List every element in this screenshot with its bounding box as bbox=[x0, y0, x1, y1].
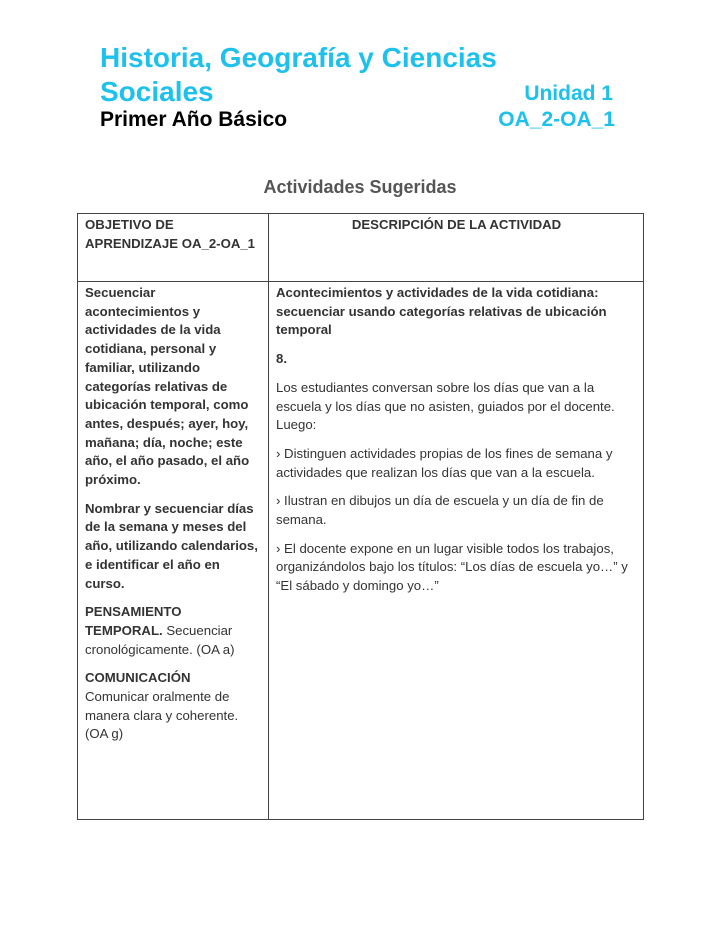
activity-step: › Ilustran en dibujos un día de escuela y un día de fin de semana. bbox=[276, 493, 604, 528]
table-row bbox=[78, 282, 644, 820]
col2-header: DESCRIPCIÓN DE LA ACTIVIDAD bbox=[269, 214, 644, 282]
skill1-text: Secuenciar cronológicamente. (OA a) bbox=[85, 622, 235, 657]
skill2-title: COMUNICACIÓN bbox=[85, 670, 191, 686]
skill1-title: PENSAMIENTO TEMPORAL. bbox=[85, 604, 182, 638]
subject-title-line2: Sociales bbox=[100, 76, 214, 107]
oa-code: OA_2-OA_1 bbox=[498, 108, 615, 131]
objective-oa2: Nombrar y secuenciar días de la semana y meses del año, utilizando calendarios, e identificar el año en curso. bbox=[85, 500, 258, 591]
activity-intro: Los estudiantes conversan sobre los días que van a la escuela y los días que no asisten, guiados por el docente. Luego: bbox=[276, 379, 615, 433]
table-header-row bbox=[78, 214, 644, 282]
activity-title: Acontecimientos y actividades de la vida cotidiana: secuenciar usando categorías relativas de ubicación temporal bbox=[276, 285, 607, 338]
activity-step: › Distinguen actividades propias de los fines de semana y actividades que realizan los días que van a la escuela. bbox=[276, 445, 613, 480]
activity-step: › El docente expone en un lugar visible todos los trabajos, organizándolos bajo los títulos: “Los días de escuela yo…” y “El sábado y domingo yo…” bbox=[276, 540, 628, 594]
activity-cell bbox=[269, 282, 644, 820]
skill2-text: Comunicar oralmente de manera clara y coherente. (OA g) bbox=[85, 689, 239, 742]
subject-title-line1: Historia, Geografía y Ciencias bbox=[100, 42, 497, 73]
col1-header: OBJETIVO DE APRENDIZAJE OA_2-OA_1 bbox=[78, 214, 269, 282]
grade-label: Primer Año Básico bbox=[100, 108, 288, 131]
activities-table bbox=[77, 213, 644, 820]
objective-oa1: Secuenciar acontecimientos y actividades de la vida cotidiana, personal y familiar, utilizando categorías relativas de ubicación temporal, como antes, después; ayer, hoy, mañana; día, noche; este año, el año pasado, el año próximo. bbox=[85, 285, 250, 488]
objectives-cell bbox=[78, 282, 269, 820]
activity-number: 8. bbox=[276, 351, 287, 367]
section-title: Actividades Sugeridas bbox=[263, 177, 457, 197]
unit-label: Unidad 1 bbox=[524, 82, 613, 105]
